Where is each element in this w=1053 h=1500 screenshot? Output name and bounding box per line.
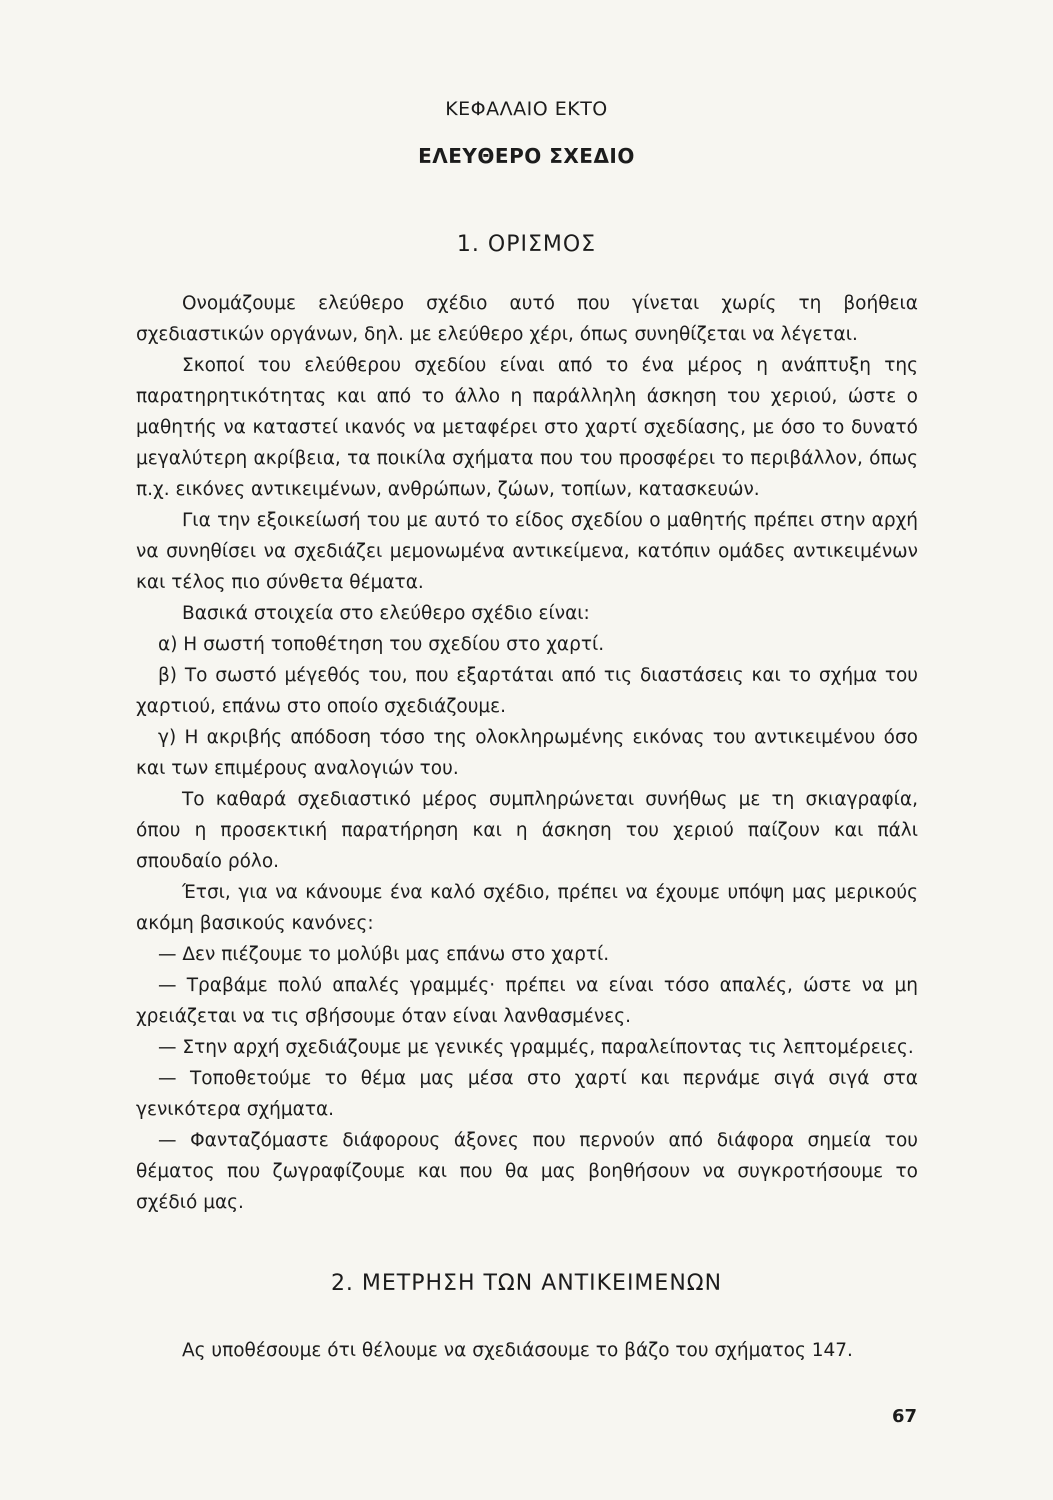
paragraph: Έτσι, για να κάνουμε ένα καλό σχέδιο, πρέπει να έχουμε υπόψη μας μερικούς ακόμη βασικούς κανόνες: <box>136 882 918 934</box>
list-item: α) Η σωστή τοποθέτηση του σχεδίου στο χαρτί. <box>158 634 605 655</box>
section-heading: 2. ΜΕΤΡΗΣΗ ΤΩΝ ΑΝΤΙΚΕΙΜΕΝΩΝ <box>330 1271 723 1296</box>
list-item: β) Το σωστό μέγεθός του, που εξαρτάται από τις διαστάσεις και το σχήμα του χαρτιού, επάνω στο οποίο σχεδιάζουμε. <box>136 665 918 717</box>
chapter-title: ΕΛΕΥΘΕΡΟ ΣΧΕΔΙΟ <box>418 144 635 168</box>
section-body <box>136 288 918 1218</box>
paragraph: Ας υποθέσουμε ότι θέλουμε να σχεδιάσουμε το βάζο του σχήματος 147. <box>182 1340 853 1361</box>
list-item: — Στην αρχή σχεδιάζουμε με γενικές γραμμές, παραλείποντας τις λεπτομέρειες. <box>158 1037 914 1058</box>
list-item: — Τραβάμε πολύ απαλές γραμμές· πρέπει να είναι τόσο απαλές, ώστε να μη χρειάζεται να τις σβήσουμε όταν είναι λανθασμένες. <box>136 975 918 1027</box>
list-item: — Δεν πιέζουμε το μολύβι μας επάνω στο χαρτί. <box>158 944 610 965</box>
list-item: — Τοποθετούμε το θέμα μας μέσα στο χαρτί και περνάμε σιγά σιγά στα γενικότερα σχήματα. <box>136 1068 918 1120</box>
page-number: 67 <box>891 1406 917 1427</box>
section-heading: 1. ΟΡΙΣΜΟΣ <box>456 232 597 257</box>
list-item: γ) Η ακριβής απόδοση τόσο της ολοκληρωμένης εικόνας του αντικειμένου όσο και των επιμέρους αναλογιών του. <box>136 727 918 779</box>
section-body <box>136 1335 918 1366</box>
chapter-label: ΚΕΦΑΛΑΙΟ ΕΚΤΟ <box>445 98 608 120</box>
paragraph: Σκοποί του ελεύθερου σχεδίου είναι από το ένα μέρος η ανάπτυξη της παρατηρητικότητας και από το άλλο η παράλληλη άσκηση του χεριού, ώστε ο μαθητής να καταστεί ικανός να μεταφέρει στο χαρτί σχεδίασης, με όσο το δυνατό μεγαλύτερη ακρίβεια, τα ποικίλα σχήματα που του προσφέρει το περιβάλλον, όπως π.χ. εικόνες αντικειμένων, ανθρώπων, ζώων, τοπίων, κατασκευών. <box>136 355 918 500</box>
paragraph: Για την εξοικείωσή του με αυτό το είδος σχεδίου ο μαθητής πρέπει στην αρχή να συνηθίσει να σχεδιάζει μεμονωμένα αντικείμενα, κατόπιν ομάδες αντικειμένων και τέλος πιο σύνθετα θέματα. <box>136 510 918 593</box>
list-item: — Φανταζόμαστε διάφορους άξονες που περνούν από διάφορα σημεία του θέματος που ζωγραφίζουμε και που θα μας βοηθήσουν να συγκροτήσουμε το σχέδιό μας. <box>136 1130 918 1213</box>
paragraph: Ονομάζουμε ελεύθερο σχέδιο αυτό που γίνεται χωρίς τη βοήθεια σχεδιαστικών οργάνων, δηλ. με ελεύθερο χέρι, όπως συνηθίζεται να λέγεται. <box>136 293 918 345</box>
paragraph: Το καθαρά σχεδιαστικό μέρος συμπληρώνεται συνήθως με τη σκιαγραφία, όπου η προσεκτική παρατήρηση και η άσκηση του χεριού παίζουν και πάλι σπουδαίο ρόλο. <box>136 789 918 872</box>
paragraph: Βασικά στοιχεία στο ελεύθερο σχέδιο είναι: <box>182 603 590 624</box>
